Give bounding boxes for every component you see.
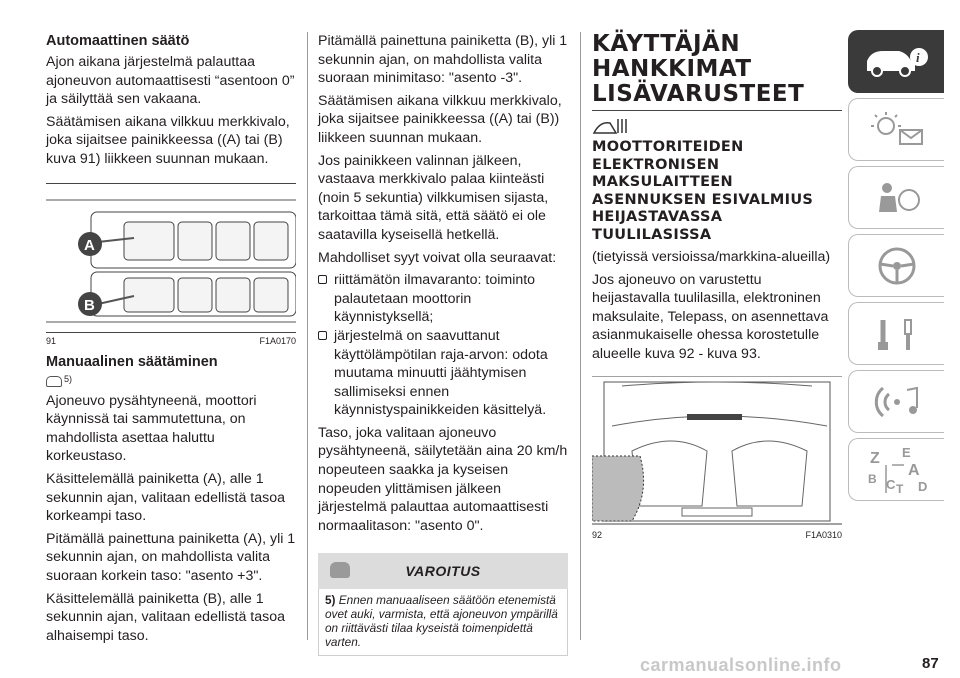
index-icon (862, 445, 932, 495)
tab-maintenance[interactable] (848, 302, 944, 365)
tab-car-info[interactable] (848, 30, 944, 93)
watermark: carmanualsonline.info (640, 655, 842, 675)
column-2 (318, 32, 568, 656)
buttons-illustration (46, 184, 296, 332)
figure-label-a: A (84, 236, 95, 254)
tab-warning-lights[interactable] (848, 98, 944, 161)
steering-icon (867, 244, 927, 288)
paragraph: Ajon aikana järjestelmä palauttaa ajoneuvon automaattisesti “asentoon 0” ja säilyttää sen vakaana. (46, 54, 295, 108)
paragraph: Säätämisen aikana vilkkuu merkkivalo, joka sijaitsee painikkeessa ((A) tai (B)) liikkeen suunnan mukaan. (318, 92, 562, 146)
figure-code: F1A0170 (259, 335, 296, 346)
heading-automatic: Automaattinen säätö (46, 33, 190, 49)
bullet-icon (318, 275, 327, 284)
tab-steering[interactable] (848, 234, 944, 297)
figure-number: 91 (46, 335, 57, 346)
warning-title: VAROITUS (405, 563, 481, 580)
paragraph: (tietyissä versioissa/markkina-alueilla) (592, 249, 831, 265)
paragraph: Mahdolliset syyt voivat olla seuraavat: (318, 249, 557, 266)
page-number: 87 (922, 655, 939, 672)
paragraph: Ajoneuvo pysähtyneenä, moottori käynnissä tai sammutettuna, on mahdollista asettaa haluttu korkeustaso. (46, 392, 257, 465)
bullet-icon (318, 331, 327, 340)
column-divider (580, 32, 581, 640)
section-title: KÄYTTÄJÄN HANKKIMAT LISÄVARUSTEET (592, 31, 805, 107)
figure-code: F1A0310 (805, 529, 842, 540)
list-item: järjestelmä on saavuttanut käyttölämpötilan raja-arvon: odota muutama minuutti jäähtymisen sallimiseksi ennen käynnistyspainikkeiden käsittelyä. (318, 327, 568, 420)
figure-number: 92 (592, 529, 603, 540)
column-divider (307, 32, 308, 640)
warning-ref: 5) (325, 593, 336, 608)
warning-header (318, 553, 568, 589)
warning-lights-icon (862, 110, 932, 150)
index-letter: E (901, 444, 911, 460)
tab-airbag[interactable] (848, 166, 944, 229)
figure-label-b: B (84, 296, 95, 314)
index-letter: B (867, 471, 877, 486)
index-letter: Z (869, 449, 880, 467)
car-info-icon (861, 45, 931, 79)
multimedia-icon (867, 380, 927, 424)
paragraph: Taso, joka valitaan ajoneuvo pysähtyneenä, säilytetään aina 20 km/h nopeuteen saakka ja kyseisen nopeuden ylittämisen jälkeen järjestelmä palauttaa automaattisesti normaalitason: "asento 0". (318, 424, 568, 534)
paragraph: Jos painikkeen valinnan jälkeen, vastaava merkkivalo palaa kiinteästi (noin 5 sekuntia) vilkkumisen sijasta, tarkoittaa tämä sitä, että säätö ei ole saatavilla kyseisellä hetkellä. (318, 152, 549, 243)
chapter-tabs (848, 30, 944, 506)
accessory-icon (592, 115, 842, 139)
paragraph: Pitämällä painettuna painiketta (B), yli 1 sekunnin ajan, on mahdollista valita suoraan minimitaso: "asento -3". (318, 33, 568, 87)
subsection-title: MOOTTORITEIDEN ELEKTRONISEN MAKSULAITTEEN ASENNUKSEN ESIVALMIUS HEIJASTAVASSA TUULILASISSA (592, 139, 814, 243)
paragraph: Käsittelemällä painiketta (A), alle 1 sekunnin ajan, valitaan edellistä tasoa korkeampi taso. (46, 470, 285, 525)
title-rule (592, 110, 842, 111)
warning-text: Ennen manuaaliseen säätöön etenemistä ovet auki, varmista, että ajoneuvon ympärillä on riittävästi tilaa kyseistä toimenpidettä varten. (325, 593, 558, 650)
figure-91 (46, 183, 296, 346)
figure-92 (592, 376, 842, 540)
tab-multimedia[interactable] (848, 370, 944, 433)
index-letter: A (907, 461, 920, 479)
airbag-icon (867, 178, 927, 218)
paragraph: Jos ajoneuvo on varustettu heijastavalla tuulilasilla, elektroninen maksulaite, Telepass, on asennettava asianmukaiselle ohessa korostetulle alueelle kuva 92 - kuva 93. (592, 271, 829, 362)
car-reference-icon (46, 376, 62, 387)
tab-index[interactable] (848, 438, 944, 501)
svg-text:i: i (916, 49, 920, 65)
warning-car-icon (330, 562, 350, 578)
column-3 (592, 32, 842, 546)
heading-manual: Manuaalinen säätäminen (46, 353, 218, 370)
index-letter: D (917, 478, 927, 494)
paragraph: Käsittelemällä painiketta (B), alle 1 sekunnin ajan, valitaan edellistä tasoa alhaisempi taso. (46, 590, 285, 644)
list-item: riittämätön ilmavaranto: toiminto palautetaan moottorin käynnistyksellä; (318, 271, 568, 327)
index-letter: T (895, 481, 903, 495)
reference-marker: 5) (46, 374, 296, 392)
index-letter: C (885, 476, 895, 492)
column-1 (46, 32, 296, 649)
warning-box (318, 553, 568, 656)
windscreen-illustration (592, 376, 842, 526)
warning-body (318, 589, 568, 656)
paragraph: Säätämisen aikana vilkkuu merkkivalo, joka sijaitsee painikkeessa ((A) tai (B) kuva 91) liikkeen suunnan mukaan. (46, 113, 290, 167)
paragraph: Pitämällä painettuna painiketta (A), yli 1 sekunnin ajan, on mahdollista valita suoraan korkein taso: "asento +3". (46, 530, 296, 584)
wrench-icon (867, 314, 927, 354)
